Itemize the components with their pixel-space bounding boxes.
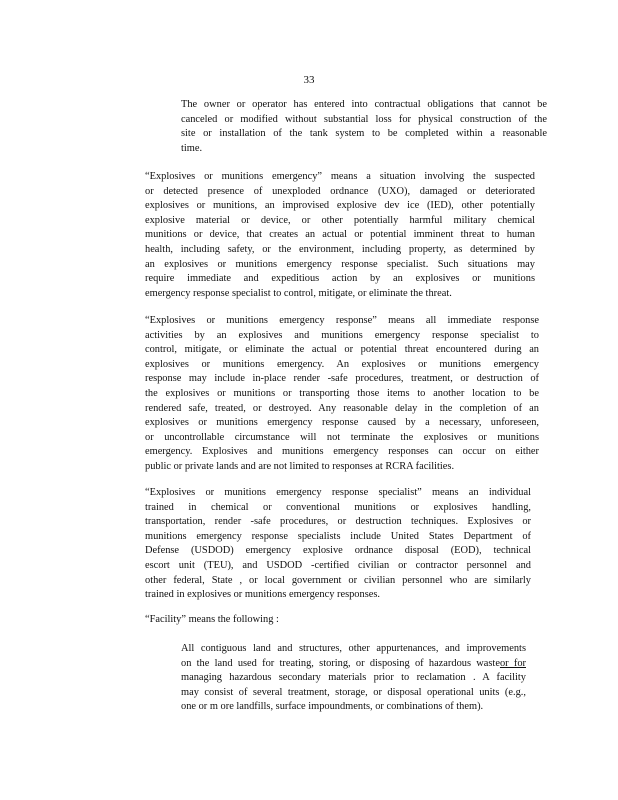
text-line: trained in explosives or munitions emergency responses. xyxy=(145,589,380,601)
text-line: require immediate and expeditious action by an explosives or munitions xyxy=(145,273,535,285)
text-line: “Explosives or munitions emergency” means a situation involving the suspected xyxy=(145,171,535,182)
text-line: emergency. Explosives and munitions emergency responses can occur on either xyxy=(145,446,539,458)
definition-facility-intro xyxy=(145,613,345,628)
text-line: The owner or operator has entered into contractual obligations that cannot be xyxy=(181,99,547,110)
text-line: rendered safe, treated, or destroyed. Any reasonable delay in the completion of an xyxy=(145,402,539,414)
text-line: public or private lands and are not limited to responses at RCRA facilities. xyxy=(145,460,455,472)
text-line: trained in chemical or conventional munitions or explosives handling, xyxy=(145,501,531,513)
text-line: “Facility” means the following : xyxy=(145,614,279,625)
text-line: canceled or modified without substantial loss for physical construction of the xyxy=(181,113,547,125)
text-line: the explosives or munitions or transporting those items to another location to be xyxy=(145,387,539,399)
text-line: explosive material or device, or other potentially harmful military chemical xyxy=(145,214,535,226)
text-line: Defense (USDOD) emergency explosive ordnance disposal (EOD), technical xyxy=(145,545,531,557)
text-line: escort unit (TEU), and USDOD -certified civilian or contractor personnel and xyxy=(145,559,531,571)
text-line: activities by an explosives and munitions emergency response specialist to xyxy=(145,329,539,341)
definition-explosives-emergency-response xyxy=(145,314,539,475)
text-line: transportation, render -safe procedures, or destruction techniques. Explosives or xyxy=(145,516,531,528)
text-line: emergency response specialist to control, mitigate, or eliminate the threat. xyxy=(145,287,452,299)
text-line: “Explosives or munitions emergency response specialist” means an individual xyxy=(145,487,531,498)
text-line: or detected presence of unexploded ordnance (UXO), damaged or deteriorated xyxy=(145,185,535,197)
text-line: other federal, State , or local government or civilian personnel who are similarly xyxy=(145,574,531,586)
page-number: 33 xyxy=(303,74,315,86)
definition-explosives-emergency xyxy=(145,170,535,301)
text-line: may consist of several treatment, storage, or disposal operational units (e.g., xyxy=(181,686,526,698)
underlined-insertion: or for xyxy=(499,657,526,669)
text-line: health, including safety, or the environment, including property, as determined by xyxy=(145,243,535,255)
text-segment: on the land used for treating, storing, or disposing of hazardous waste xyxy=(181,657,500,669)
text-line: munitions or device, that creates an actual or potential imminent threat to human xyxy=(145,229,535,241)
text-line-with-insert xyxy=(181,657,526,672)
text-line: or uncontrollable circumstance will not terminate the explosives or munitions xyxy=(145,431,539,443)
definition-facility-contiguous xyxy=(181,642,526,715)
definition-explosives-specialist xyxy=(145,486,531,603)
paragraph-owner-operator xyxy=(181,98,547,156)
text-line: explosives or munitions emergency response caused by a necessary, unforeseen, xyxy=(145,417,539,429)
text-line: response may include in-place render -safe procedures, treatment, or destruction of xyxy=(145,373,539,385)
text-line: site or installation of the tank system to be completed within a reasonable xyxy=(181,128,547,140)
text-line: managing hazardous secondary materials prior to reclamation . A facility xyxy=(181,672,526,684)
text-line: “Explosives or munitions emergency response” means all immediate response xyxy=(145,315,539,326)
text-line: explosives or munitions emergency. An explosives or munitions emergency xyxy=(145,358,539,370)
text-line: munitions emergency response specialists include United States Department of xyxy=(145,530,531,542)
text-line: an explosives or munitions emergency response specialist. Such situations may xyxy=(145,258,535,270)
text-line: one or m ore landfills, surface impoundments, or combinations of them). xyxy=(181,701,484,713)
text-line: control, mitigate, or eliminate the actual or potential threat encountered during an xyxy=(145,344,539,356)
text-line: explosives or munitions, an improvised explosive dev ice (IED), other potentially xyxy=(145,200,535,212)
text-line: time. xyxy=(181,142,203,154)
text-line: All contiguous land and structures, other appurtenances, and improvements xyxy=(181,643,526,654)
